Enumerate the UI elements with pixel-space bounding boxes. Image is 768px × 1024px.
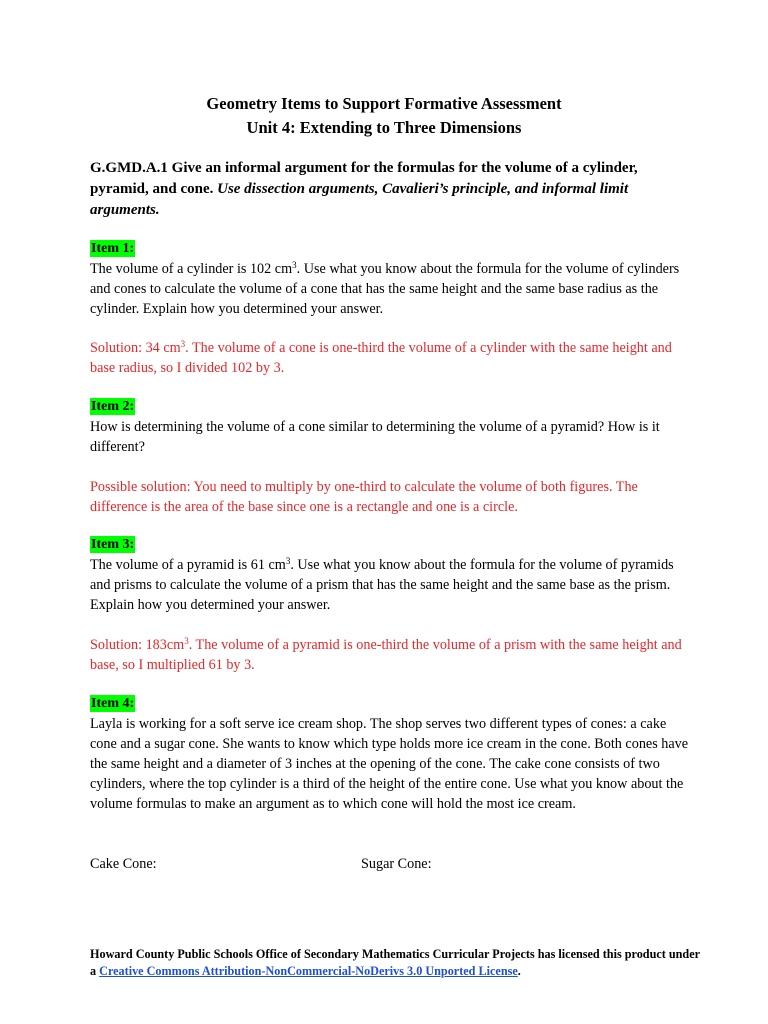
- license-end: .: [517, 964, 521, 978]
- item-4-label: Item 4:: [91, 696, 135, 711]
- license-link[interactable]: Creative Commons Attribution-NonCommercial-NoDerivs 3.0 Unported License: [99, 964, 518, 978]
- item-3-question-rest: . Use what you know about the formula for the volume of pyramids and prisms to calculate the volume of a prism that has the same height and the same base as the prism. Explain how you determined your answer.: [90, 557, 674, 613]
- item-2-question: How is determining the volume of a cone similar to determining the volume of a pyramid? How is it different?: [90, 419, 660, 455]
- document-title: Geometry Items to Support Formative Assessment: [206, 94, 562, 113]
- item-1-question-rest: . Use what you know about the formula for the volume of cylinders and cones to calculate the volume of a cone that has the same height and the same base radius as the cylinder. Explain how you determined your answer.: [90, 261, 680, 317]
- item-1-solution: [90, 338, 690, 378]
- standard-emphasis: Use dissection arguments, Cavalieri’s principle, and informal limit arguments.: [90, 181, 629, 218]
- item-1-solution-rest: . The volume of a cone is one-third the volume of a cylinder with the same height and base radius, so I divided 102 by 3.: [90, 340, 672, 376]
- standard-text: Give an informal argument for the formulas for the volume of a cylinder, pyramid, and cone.: [90, 160, 638, 197]
- item-3-question-sup: 3: [285, 556, 291, 566]
- item-3-solution: [90, 635, 690, 675]
- sugar-cone-label: Sugar Cone:: [361, 856, 432, 872]
- item-3-solution-text: Solution: 183cm: [90, 637, 185, 653]
- item-1-solution-sup: 3: [180, 339, 186, 349]
- item-1-label: Item 1:: [91, 241, 135, 256]
- item-3-question-text: The volume of a pyramid is 61 cm: [90, 557, 286, 573]
- license-footer: [90, 946, 700, 980]
- cake-cone-label: Cake Cone:: [90, 856, 157, 872]
- item-3-label: Item 3:: [91, 537, 135, 552]
- item-2-label: Item 2:: [91, 399, 135, 414]
- item-1-question: [90, 259, 690, 319]
- item-1-solution-text: Solution: 34 cm: [90, 340, 181, 356]
- item-1-question-sup: 3: [292, 260, 297, 270]
- item-3-solution-rest: . The volume of a pyramid is one-third the volume of a prism with the same height and base, so I multiplied 61 by 3.: [90, 637, 682, 673]
- item-1-question-text: The volume of a cylinder is 102 cm: [90, 261, 293, 277]
- standard-block: [90, 158, 690, 221]
- license-text: Howard County Public Schools Office of Secondary Mathematics Curricular Projects has licensed this product under a: [90, 947, 700, 978]
- item-4-question: Layla is working for a soft serve ice cream shop. The shop serves two different types of cones: a cake cone and a sugar cone. She wants to know which type holds more ice cream in the cone. Both cones have the same height and a diameter of 3 inches at the opening of the cone. The cake cone consists of two cylinders, where the top cylinder is a third of the height of the entire cone. Use what you know about the volume formulas to make an argument as to which cone will hold the most ice cream.: [90, 716, 689, 812]
- standard-code: G.GMD.A.1: [90, 160, 168, 176]
- item-3-question: [90, 555, 690, 615]
- item-2-solution: Possible solution: You need to multiply by one-third to calculate the volume of both figures. The difference is the area of the base since one is a rectangle and one is a circle.: [90, 479, 638, 515]
- item-3-solution-sup: 3: [184, 636, 189, 646]
- document-subtitle: Unit 4: Extending to Three Dimensions: [246, 118, 522, 137]
